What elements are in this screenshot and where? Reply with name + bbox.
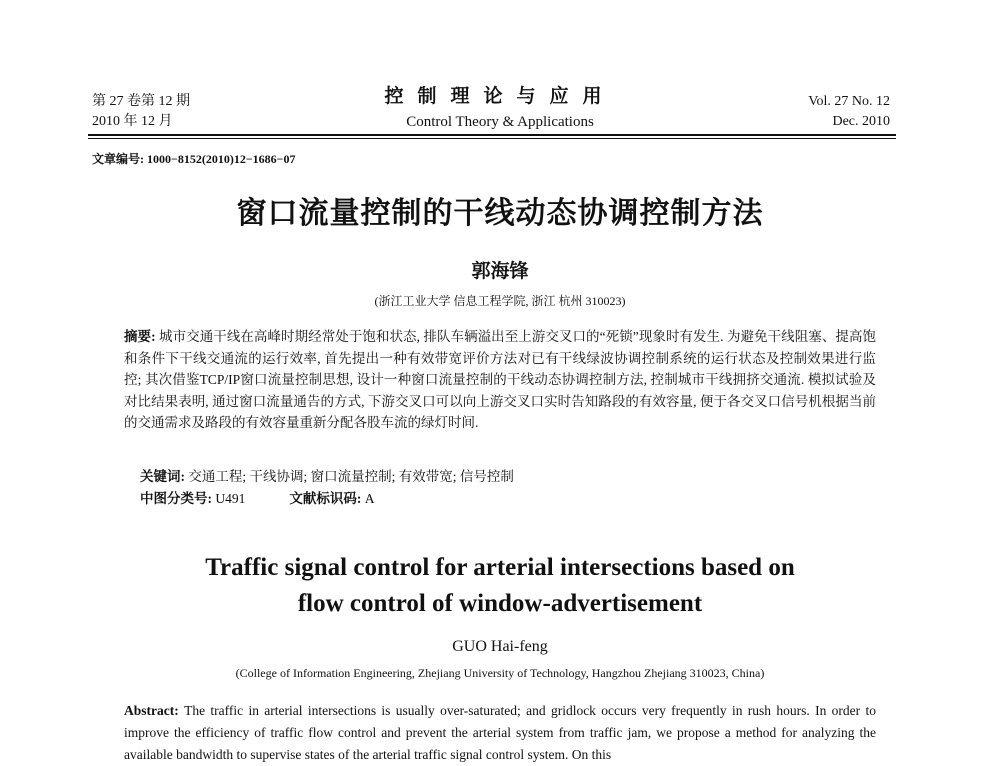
- doc-code-label: 文献标识码:: [289, 491, 365, 506]
- clc-code: U491: [215, 491, 246, 506]
- abstract-en-label: Abstract:: [124, 703, 185, 718]
- header-date-cn: 2010 年 12 月: [92, 114, 173, 129]
- abstract-cn-text: 城市交通干线在高峰时期经常处于饱和状态, 排队车辆溢出至上游交叉口的“死锁”现象时有发生. 为避免干线阻塞、提高饱和条件下干线交通流的运行效率, 首先提出一种有效带宽评价方法对已有干线绿波协调控制系统的运行状态及控制效果进行监控; 其次借鉴TCP/IP窗口流量控制思想, 设计一种窗口流量控制的干线动态协调控制方法, 控制城市干线拥挤交通流. 模拟试验及对比结果表明, 通过窗口流量通告的方式, 下游交叉口可以向上游交叉口实时告知路段的有效容量, 便于各交叉口信号机根据当前的交通需求及路段的有效容量重新分配各股车流的绿灯时间.: [124, 329, 877, 430]
- keywords-cn: [140, 466, 514, 488]
- article-number: 文章编号: 1000−8152(2010)12−1686−07: [92, 152, 296, 166]
- clc-label: 中图分类号:: [140, 491, 216, 506]
- keywords-cn-label: 关键词:: [140, 469, 189, 484]
- paper-title-cn: 窗口流量控制的干线动态协调控制方法: [236, 197, 764, 230]
- header-volume-cn: 第 27 卷第 12 期: [92, 94, 190, 109]
- author-cn: 郭海锋: [471, 261, 529, 282]
- header-volume-info: [808, 92, 890, 132]
- affiliation-en: (College of Information Engineering, Zhejiang University of Technology, Hangzhou Zhejiang 310023, China): [235, 666, 765, 680]
- paper-title-en: [0, 550, 1000, 622]
- keywords-cn-text: 交通工程; 干线协调; 窗口流量控制; 有效带宽; 信号控制: [188, 469, 514, 484]
- abstract-en: [124, 700, 876, 766]
- journal-title-en: Control Theory & Applications: [406, 114, 594, 130]
- paper-title-en-line1: Traffic signal control for arterial intersections based on: [205, 554, 795, 581]
- abstract-en-text: The traffic in arterial intersections is usually over-saturated; and gridlock occurs very frequently in rush hours. In order to improve the efficiency of traffic flow control and prevent the arterial system from traffic jam, we propose a method for analyzing the available bandwidth to supervise states of the arterial traffic signal control system. On this: [124, 703, 876, 762]
- header-rule-thin: [88, 138, 896, 139]
- header-volume-en: Vol. 27 No. 12: [808, 94, 890, 109]
- doc-code: A: [364, 491, 375, 506]
- affiliation-cn: (浙江工业大学 信息工程学院, 浙江 杭州 310023): [374, 294, 626, 308]
- paper-title-en-line2: flow control of window-advertisement: [297, 590, 703, 617]
- journal-title-cn: 控制理论与应用: [384, 86, 616, 107]
- author-en: GUO Hai-feng: [452, 638, 548, 655]
- abstract-cn: [124, 326, 876, 434]
- header-rule-thick: [88, 134, 896, 136]
- classification-line: [140, 488, 375, 510]
- header-date-en: Dec. 2010: [832, 114, 890, 129]
- abstract-cn-label: 摘要:: [124, 329, 160, 344]
